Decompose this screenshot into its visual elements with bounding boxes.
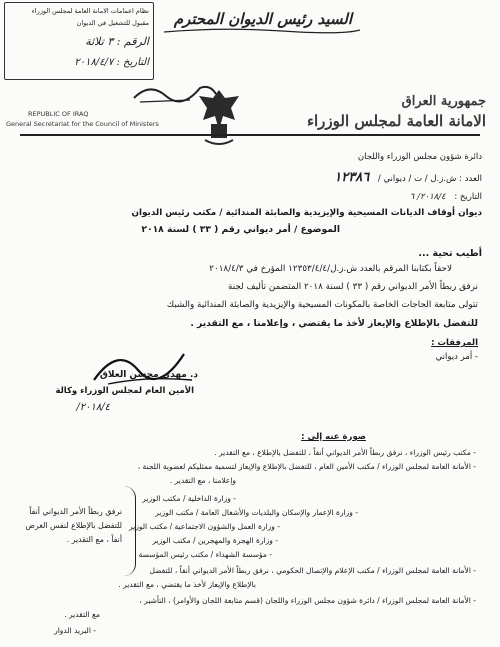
subject-line: الموضوع / أمر ديواني رقم ( ٣٣ ) لسنة ٢٠١٨ bbox=[141, 224, 340, 235]
copy-item-10: - البريد الدوار bbox=[54, 626, 96, 635]
eagle-emblem-icon bbox=[195, 86, 243, 148]
bracket-note bbox=[22, 505, 122, 547]
copy-item-7: - مؤسسة الشهداء / مكتب رئيس المؤسسة bbox=[138, 550, 272, 559]
signatory-title: الأمين العام لمجلس الوزراء وكالة bbox=[55, 386, 194, 396]
letterhead-divider bbox=[20, 134, 480, 136]
body-line-2: نرفق ربطاً الأمر الديواني رقم ( ٣٣ ) لسنة ٢٠١٨ المتضمن تأليف لجنة bbox=[227, 282, 478, 292]
reference-date bbox=[410, 192, 482, 202]
greeting: أطيب تحية ... bbox=[418, 248, 482, 259]
reference-date-label: التاريخ : bbox=[454, 192, 482, 202]
reference-number-value: ١٢٣٨٦ bbox=[334, 170, 370, 185]
handwritten-underline bbox=[162, 26, 362, 36]
bracket-divider bbox=[122, 486, 136, 576]
copy-item-6: - وزارة الهجرة والمهجرين / مكتب الوزير bbox=[152, 536, 278, 545]
letterhead-en-country: REPUBLIC OF IRAQ bbox=[28, 110, 89, 118]
copy-item-8: - الأمانة العامة لمجلس الوزراء / مكتب الإعلام والإتصال الحكومي ، نرفق ربطاً الأمر الديواني أنفاً ، للتفضل bbox=[149, 566, 476, 575]
reference-number-label: العدد : ش.ز.ل / ت / ديواني / bbox=[377, 174, 482, 184]
department-name: دائرة شؤون مجلس الوزراء واللجان bbox=[357, 152, 482, 162]
reference-number bbox=[334, 170, 482, 185]
attachments-title: المرفقات : bbox=[431, 338, 478, 348]
stamp-line-2: مقبول للتشغيل في الديوان bbox=[76, 19, 149, 27]
recipient: ديوان أوقاف الديانات المسيحية والإيزيدية والصابئة المندائية / مكتب رئيس الديوان bbox=[131, 208, 482, 218]
copy-item-2: - الأمانة العامة لمجلس الوزراء / مكتب الأمين العام ، للتفضل بالإطلاع والإيعاز لتسمية ممثليكم لعضوية اللجنة ، bbox=[137, 462, 476, 471]
copy-item-2-cont: وإعلامنا ، مع التقدير . bbox=[169, 476, 236, 485]
copy-item-9-cont: مع التقدير . bbox=[64, 610, 100, 619]
bracket-note-line-3: أنفاً ، مع التقدير . bbox=[66, 535, 122, 544]
body-line-1: لاحقاً بكتابنا المرقم بالعدد ش.ز.ل/١٢٣٥٣/٤/٤ المؤرخ في ٢٠١٨/٤/٣ bbox=[209, 264, 452, 274]
official-signature-icon bbox=[88, 340, 198, 390]
copies-title: صورة عنه إلى : bbox=[301, 432, 366, 442]
stamp-number: الرقم : ٣ تلاثة bbox=[85, 35, 149, 48]
stamp-line-1: نظام اعمامات الامانة العامة لمجلس الوزراء bbox=[31, 7, 149, 15]
copy-item-9: - الأمانة العامة لمجلس الوزراء / دائرة شؤون مجلس الوزراء واللجان (قسم متابعة اللجان والأوامر) ، التأشير ، bbox=[139, 596, 476, 605]
body-line-3: تتولى متابعة الحاجات الخاصة بالمكونات المسيحية والإيزيدية والصابئة المندائية والشبك bbox=[166, 300, 478, 310]
reference-date-value: ٢٠١٨/٤/ ٦ bbox=[409, 192, 446, 202]
signatory-name: د. مهدي محسن العلاق bbox=[99, 370, 198, 380]
copy-item-4: - وزارة الإعمار والإسكان والبلديات والأشغال العامة / مكتب الوزير bbox=[155, 508, 358, 517]
handwritten-addressee: السيد رئيس الديوان المحترم bbox=[173, 10, 352, 28]
copy-item-3: - وزارة الداخلية / مكتب الوزير bbox=[142, 494, 236, 503]
bracket-note-line-2: للتفضل بالإطلاع لنفس الغرض bbox=[25, 521, 122, 530]
signature-date: ٢٠١٨/٤/ bbox=[76, 402, 110, 413]
letterhead-en-secretariat: General Secretariat for the Council of Ministers bbox=[6, 120, 159, 128]
copy-item-1: - مكتب رئيس الوزراء ، نرفق ربطاً الأمر الديواني أنفاً ، للتفضل بالإطلاع ، مع التقدير . bbox=[214, 448, 476, 457]
letterhead-country: جمهورية العراق bbox=[401, 94, 486, 109]
attachments-item: - أمر ديواني bbox=[435, 352, 478, 362]
bracket-note-line-1: نرفق ربطاً الأمر الديواني أنفاً bbox=[29, 507, 122, 516]
copy-item-5: - وزارة العمل والشؤون الاجتماعية / مكتب الوزير bbox=[128, 522, 280, 531]
letterhead-secretariat: الامانة العامة لمجلس الوزراء bbox=[306, 112, 486, 130]
stamp-date: التاريخ : ٢٠١٨/٤/٧ bbox=[74, 57, 149, 68]
copy-item-8-cont: بالإطلاع والإيعاز لأخذ ما يقتضي ، مع التقدير . bbox=[118, 580, 256, 589]
body-line-4: للتفضل بالإطلاع والإيعاز لأخذ ما يقتضي ، وإعلامنا ، مع التقدير . bbox=[190, 318, 478, 329]
received-stamp bbox=[4, 2, 154, 80]
